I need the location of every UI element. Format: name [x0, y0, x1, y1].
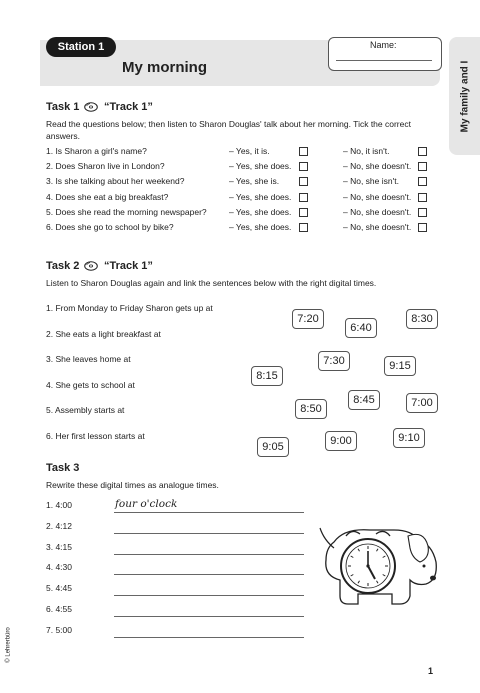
- page-title: My morning: [122, 59, 207, 76]
- task3-answer-line[interactable]: [114, 512, 304, 513]
- question-text: 4. Does she eat a big breakfast?: [46, 191, 169, 202]
- name-write-line: [336, 60, 432, 61]
- answer-yes-checkbox[interactable]: [299, 208, 308, 217]
- station-label: Station 1: [46, 37, 116, 57]
- question-text: 2. Does Sharon live in London?: [46, 161, 165, 172]
- time-option-box[interactable]: 8:50: [295, 399, 327, 419]
- question-text: 6. Does she go to school by bike?: [46, 222, 174, 232]
- task2-sentence: 4. She gets to school at: [46, 379, 135, 390]
- page-number: 1: [428, 666, 434, 676]
- task3-answer-text: four o'clock: [115, 498, 178, 510]
- cd-icon: [84, 261, 98, 271]
- side-tab-label-wrap: [449, 37, 480, 155]
- cd-icon: [84, 102, 98, 112]
- task3-answer-line[interactable]: [114, 554, 304, 555]
- task3-time-label: 2. 4:12: [46, 520, 72, 531]
- answer-yes-text: – Yes, she does.: [229, 222, 292, 232]
- time-option-box[interactable]: 6:40: [345, 318, 377, 338]
- task2-sentence: 1. From Monday to Friday Sharon gets up at: [46, 303, 213, 313]
- task3-instructions: Rewrite these digital times as analogue times.: [46, 480, 219, 490]
- answer-yes-checkbox[interactable]: [299, 223, 308, 232]
- task2-sentence: 5. Assembly starts at: [46, 405, 125, 415]
- time-option-box[interactable]: 7:20: [292, 309, 324, 329]
- answer-no-text: – No, she doesn't.: [343, 191, 412, 202]
- task2-track: “Track 1”: [104, 260, 153, 272]
- task3-time-label: 1. 4:00: [46, 500, 72, 510]
- question-text: 3. Is she talking about her weekend?: [46, 176, 185, 187]
- time-option-box[interactable]: 8:30: [406, 309, 438, 329]
- task3-answer-line[interactable]: [114, 595, 304, 596]
- question-text: 5. Does she read the morning newspaper?: [46, 206, 207, 217]
- answer-yes-checkbox[interactable]: [299, 147, 308, 156]
- copyright-wrap: [2, 610, 16, 680]
- answer-no-checkbox[interactable]: [418, 162, 427, 171]
- task1-heading: Task 1: [46, 101, 80, 113]
- time-option-box[interactable]: 9:05: [257, 437, 289, 457]
- answer-no-checkbox[interactable]: [418, 208, 427, 217]
- dog-clock-illustration: [312, 518, 440, 614]
- answer-no-text: – No, she doesn't.: [343, 206, 412, 217]
- answer-no-text: – No, she doesn't.: [343, 222, 412, 232]
- task2-sentence: 2. She eats a light breakfast at: [46, 328, 161, 339]
- answer-yes-text: – Yes, she does.: [229, 191, 292, 202]
- answer-yes-checkbox[interactable]: [299, 193, 308, 202]
- task3-answer-line[interactable]: [114, 574, 304, 575]
- task1-instructions: Read the questions below; then listen to Sharon Douglas' talk about her morning. Tick the correct answers.: [46, 119, 411, 141]
- answer-yes-checkbox[interactable]: [299, 162, 308, 171]
- answer-no-text: – No, it isn't.: [343, 146, 390, 156]
- task2-sentence: 3. She leaves home at: [46, 354, 131, 364]
- time-option-box[interactable]: 7:30: [318, 351, 350, 371]
- task2-instructions: Listen to Sharon Douglas again and link the sentences below with the right digital times.: [46, 278, 377, 288]
- task3-heading: Task 3: [46, 462, 80, 474]
- task3-time-label: 6. 4:55: [46, 604, 72, 614]
- answer-yes-checkbox[interactable]: [299, 177, 308, 186]
- answer-no-text: – No, she isn't.: [343, 176, 399, 187]
- answer-yes-text: – Yes, she does.: [229, 206, 292, 217]
- task3-answer-line[interactable]: [114, 637, 304, 638]
- side-tab-label: My family and I: [459, 60, 470, 132]
- time-option-box[interactable]: 8:15: [251, 366, 283, 386]
- time-option-box[interactable]: 7:00: [406, 393, 438, 413]
- answer-no-checkbox[interactable]: [418, 147, 427, 156]
- time-option-box[interactable]: 9:10: [393, 428, 425, 448]
- task3-time-label: 3. 4:15: [46, 541, 72, 552]
- task1-track: “Track 1”: [104, 101, 153, 113]
- task3-answer-line[interactable]: [114, 533, 304, 534]
- answer-no-checkbox[interactable]: [418, 223, 427, 232]
- task2-sentence: 6. Her first lesson starts at: [46, 430, 145, 441]
- time-option-box[interactable]: 9:15: [384, 356, 416, 376]
- answer-yes-text: – Yes, she is.: [229, 176, 280, 187]
- task3-time-label: 5. 4:45: [46, 583, 72, 594]
- time-option-box[interactable]: 8:45: [348, 390, 380, 410]
- time-option-box[interactable]: 9:00: [325, 431, 357, 451]
- task3-answer-line[interactable]: [114, 616, 304, 617]
- question-text: 1. Is Sharon a girl's name?: [46, 146, 147, 156]
- copyright: © Lehrerbüro: [6, 627, 13, 663]
- task3-time-label: 7. 5:00: [46, 624, 72, 635]
- name-label: Name:: [370, 40, 397, 50]
- answer-no-text: – No, she doesn't.: [343, 161, 412, 172]
- answer-no-checkbox[interactable]: [418, 177, 427, 186]
- answer-yes-text: – Yes, she does.: [229, 161, 292, 172]
- answer-no-checkbox[interactable]: [418, 193, 427, 202]
- task2-heading: Task 2: [46, 260, 80, 272]
- answer-yes-text: – Yes, it is.: [229, 146, 270, 156]
- task3-time-label: 4. 4:30: [46, 562, 72, 573]
